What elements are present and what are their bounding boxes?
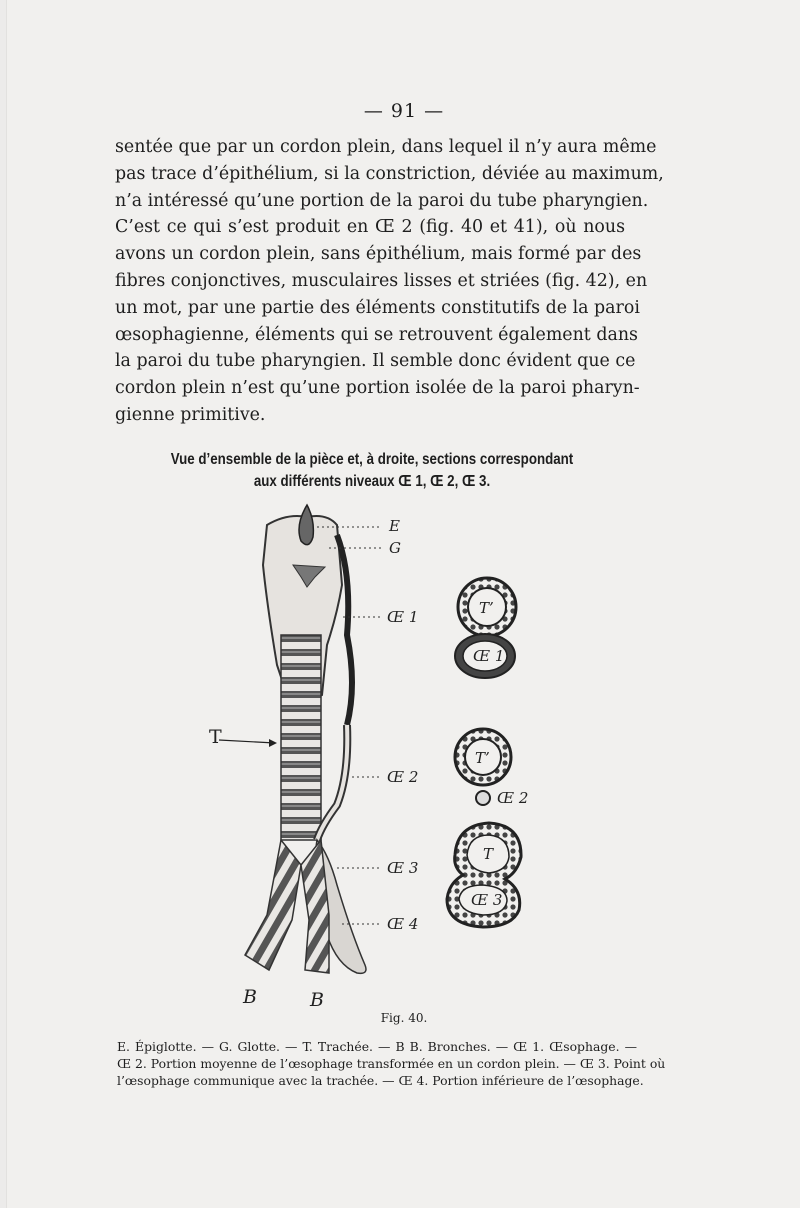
figure-number: Fig. 40. — [380, 1011, 428, 1025]
page-number: — 91 — — [363, 100, 445, 122]
label-glottis: G — [389, 539, 401, 557]
figure-heading-line: aux différents niveaux Œ 1, Œ 2, Œ 3. — [253, 473, 491, 490]
text-line: fibres conjonctives, musculaires lisses et striées (fig. 42), en — [115, 270, 648, 291]
text-line: n’a intéressé qu’une portion de la paroi du tube pharyngien. — [115, 190, 649, 211]
label-oesophagus-4: Œ 4 — [387, 915, 419, 933]
text-line: C’est ce qui s’est produit en Œ 2 (fig. 40 et 41), où nous — [115, 217, 625, 238]
text-line: la paroi du tube pharyngien. Il semble donc évident que ce — [115, 351, 636, 372]
legend-line: E. Épiglotte. — G. Glotte. — T. Trachée. — B B. Bronches. — Œ 1. Œsophage. — — [117, 1039, 637, 1054]
text-line: un mot, par une partie des éléments constitutifs de la paroi — [115, 297, 640, 318]
anatomical-figure — [197, 495, 577, 1015]
label-bronchus-right: B — [310, 989, 324, 1011]
body-paragraph — [115, 134, 664, 429]
trachea-arrow — [219, 740, 275, 743]
section3-trachea-label: T — [483, 845, 494, 863]
label-oesophagus-3: Œ 3 — [387, 859, 419, 877]
figure-heading-line: Vue d’ensemble de la pièce et, à droite, sections correspondant — [170, 451, 574, 468]
text-line: œsophagienne, éléments qui se retrouvent également dans — [115, 324, 638, 345]
text-line: avons un cordon plein, sans épithélium, mais formé par des — [115, 244, 642, 265]
text-line: cordon plein n’est qu’une portion isolée de la paroi pharyn- — [115, 378, 640, 399]
legend-line: Œ 2. Portion moyenne de l’œsophage transformée en un cordon plein. — Œ 3. Point où — [117, 1056, 666, 1071]
label-bronchus-left: B — [243, 986, 257, 1008]
text-line: sentée que par un cordon plein, dans lequel il n’y aura même — [115, 137, 657, 157]
text-line: pas trace d’épithélium, si la constriction, déviée au maximum, — [115, 163, 664, 184]
legend-line: l’œsophage communique avec la trachée. — Œ 4. Portion inférieure de l’œsophage. — [117, 1073, 644, 1088]
trachea-arrowhead — [269, 739, 277, 747]
section2-trachea-label: T’ — [475, 749, 490, 767]
section1-oesophagus-label: Œ 1 — [473, 647, 505, 665]
cross-section-oe3 — [447, 823, 521, 927]
section3-oesophagus-label: Œ 3 — [471, 891, 503, 909]
book-page — [6, 0, 800, 1208]
label-oesophagus-2: Œ 2 — [387, 768, 419, 786]
label-trachea: T — [209, 726, 222, 748]
figure-heading — [153, 449, 592, 493]
section1-trachea-label: T’ — [479, 599, 494, 617]
label-oesophagus-1: Œ 1 — [387, 608, 419, 626]
section2-oesophagus-label: Œ 2 — [497, 789, 529, 807]
cross-section-oe1 — [455, 578, 516, 678]
bronchi-drawing — [245, 840, 329, 973]
trachea-drawing — [281, 635, 321, 840]
cross-section-oe2 — [455, 729, 528, 807]
figure-legend — [117, 1038, 666, 1089]
label-epiglottis: E — [389, 517, 400, 535]
text-line: gienne primitive. — [115, 404, 266, 425]
